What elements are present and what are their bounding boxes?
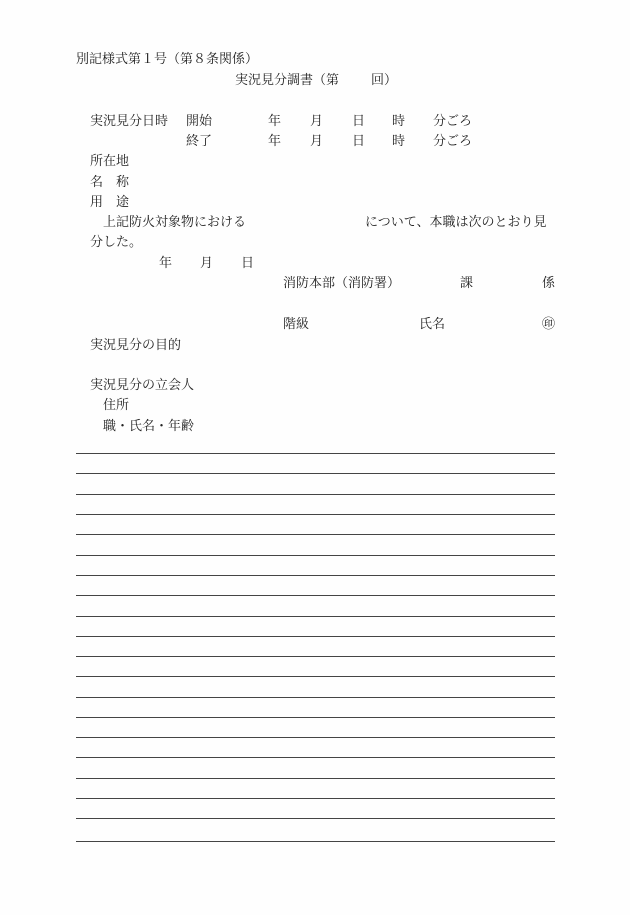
witness-label: 実況見分の立会人 [90, 378, 195, 393]
document-title-end: 回） [371, 73, 398, 88]
ruled-line [76, 717, 555, 718]
end-year: 年 [268, 134, 282, 149]
rank-label: 階級 [283, 317, 310, 332]
start-hour: 時 [392, 114, 406, 129]
location-label: 所在地 [90, 154, 130, 169]
ruled-line [76, 636, 555, 637]
form-number: 別記様式第１号（第８条関係） [76, 52, 259, 67]
statement-line1b: について、本職は次のとおり見 [365, 215, 547, 230]
ruled-line [76, 473, 555, 474]
start-minute: 分ごろ [433, 114, 473, 129]
ruled-line [76, 555, 555, 556]
end-hour: 時 [392, 134, 406, 149]
section-label: 課 [460, 276, 474, 291]
start-month: 月 [310, 114, 324, 129]
witness-info-label: 職・氏名・年齢 [103, 419, 195, 434]
sign-day: 日 [241, 256, 255, 271]
sign-month: 月 [200, 256, 214, 271]
dept-label: 消防本部（消防署） [283, 276, 401, 291]
start-day: 日 [352, 114, 366, 129]
ruled-line [76, 514, 555, 515]
ruled-line [76, 697, 555, 698]
ruled-line [76, 575, 555, 576]
ruled-line [76, 778, 555, 779]
end-label: 終了 [186, 134, 213, 149]
unit-label: 係 [542, 276, 556, 291]
end-day: 日 [352, 134, 366, 149]
ruled-line [76, 453, 555, 454]
ruled-line [76, 737, 555, 738]
ruled-line [76, 656, 555, 657]
statement-line2: 分した。 [90, 235, 143, 250]
ruled-line [76, 757, 555, 758]
person-name-label: 氏名 [419, 317, 446, 332]
ruled-line [76, 494, 555, 495]
ruled-line [76, 676, 555, 677]
ruled-line [76, 616, 555, 617]
ruled-line [76, 595, 555, 596]
seal-icon: ㊞ [542, 317, 556, 332]
ruled-line [76, 818, 555, 819]
purpose-label: 実況見分の目的 [90, 338, 182, 353]
datetime-label: 実況見分日時 [90, 114, 169, 129]
usage-label: 用 途 [90, 195, 130, 210]
statement-line1a: 上記防火対象物における [103, 215, 247, 230]
ruled-line [76, 798, 555, 799]
start-year: 年 [268, 114, 282, 129]
end-month: 月 [310, 134, 324, 149]
sign-year: 年 [159, 256, 173, 271]
end-minute: 分ごろ [433, 134, 473, 149]
name-label: 名 称 [90, 175, 130, 190]
witness-address-label: 住所 [103, 398, 130, 413]
ruled-line [76, 534, 555, 535]
document-title: 実況見分調書（第 [235, 73, 340, 88]
ruled-line [76, 841, 555, 842]
start-label: 開始 [186, 114, 213, 129]
